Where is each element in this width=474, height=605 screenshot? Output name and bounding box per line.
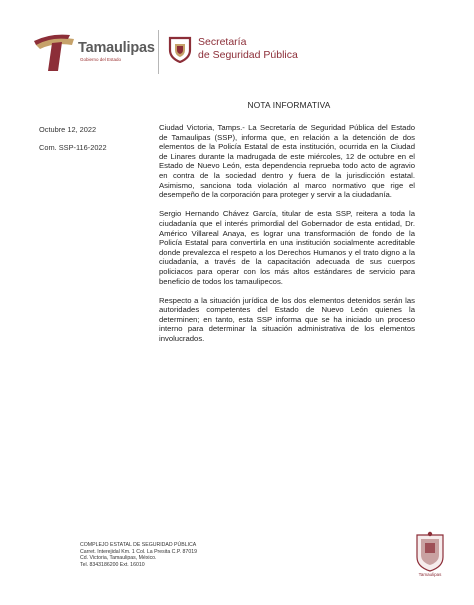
- document-reference: Com. SSP-116-2022: [39, 143, 107, 152]
- document-body: [159, 123, 415, 353]
- paragraph-3: Respecto a la situación jurídica de los dos elementos detenidos serán las autoridades competentes del Estado de Nuevo León quienes la determinen; en tanto, esta SSP informa que se ha iniciado un proceso interno para determinar la situación administrativa de los elementos involucrados.: [159, 295, 415, 344]
- header-divider: [158, 30, 159, 74]
- footer-address: [80, 542, 197, 568]
- tamaulipas-subtitle: Gobierno del Estado: [80, 57, 122, 62]
- paragraph-2: Sergio Hernando Chávez García, titular de esta SSP, reitera a toda la ciudadanía que el interés primordial del Gobernador de esta entidad, Dr. Américo Villareal Anaya, es lograr una transformación de fondo de la Policía Estatal para convertirla en una institución socialmente acreditable donde prevalezca el respeto a los Derechos Humanos y el trato digno a la ciudadanía, a través de la capacitación adecuada de sus cuerpos policiacos para operar con los más altos estándares de servicio para beneficio de todos los tamaulipecos.: [159, 209, 415, 286]
- tamaulipas-logo: [34, 31, 166, 73]
- footer-line-3: Cd. Victoria, Tamaulipas, México.: [80, 555, 157, 561]
- footer-line-1: COMPLEJO ESTATAL DE SEGURIDAD PÚBLICA: [80, 542, 197, 548]
- shield-icon: [168, 36, 192, 63]
- tamaulipas-t-icon: [34, 33, 76, 73]
- ssp-name-line2: de Seguridad Pública: [198, 49, 298, 61]
- paragraph-1: Ciudad Victoria, Tamps.- La Secretaría de Seguridad Pública del Estado de Tamaulipas (SSP), informa que, en relación a la detención de dos elementos de la Policía Estatal de esta institución, ocurrida en la Ciudad de Linares durante la madrugada de este miércoles, 12 de octubre en el Estado de Nuevo León, esta dependencia reprueba todo acto de agravio en contra de la sociedad dentro y fuera de la jurisdicción estatal. Asimismo, sanciona toda violación al marco normativo que rige el desempeño de la corporación para proteger y servir a la ciudadanía.: [159, 123, 415, 200]
- document-title: NOTA INFORMATIVA: [247, 100, 331, 110]
- footer-line-4: Tel. 8343186200 Ext. 16010: [80, 561, 145, 568]
- ssp-logo: [168, 36, 308, 70]
- document-date: Octubre 12, 2022: [39, 125, 97, 134]
- letterhead: [0, 0, 474, 100]
- state-seal-icon: [413, 531, 447, 577]
- seal-label: Tamaulipas: [418, 572, 442, 577]
- ssp-name-line1: Secretaría: [198, 36, 247, 48]
- tamaulipas-wordmark: Tamaulipas: [78, 40, 155, 56]
- footer-line-2: Carret. Interejidal Km. 1 Col. La Presita C.P. 87019: [80, 548, 197, 555]
